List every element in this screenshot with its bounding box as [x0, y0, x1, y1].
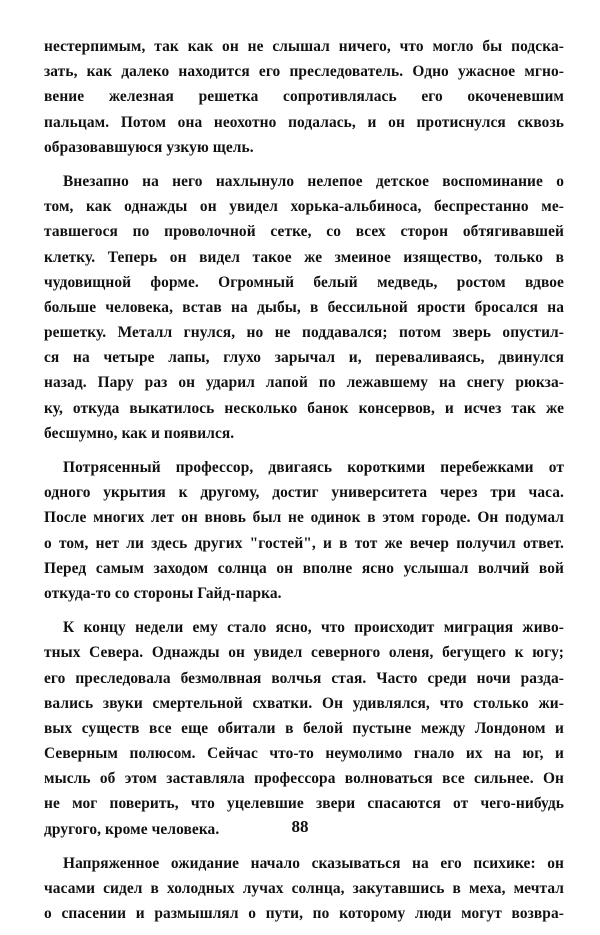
text-line: о спасении и размышлял о пути, по которому люди могут возвра-	[44, 905, 564, 923]
text-line: откуда-то со стороны Гайд-парка.	[44, 584, 282, 602]
text-line: о том, нет ли здесь других "гостей", и в тот же вечер получил ответ.	[44, 534, 564, 552]
text-line: том, как однажды он увидел хорька-альбиноса, беспрестанно ме-	[44, 198, 564, 216]
text-line: его преследовала безмолвная волчья стая. Часто среди ночи разда-	[44, 669, 564, 687]
text-line: Потрясенный профессор, двигаясь короткими перебежками от	[63, 459, 564, 476]
text-line: назад. Пару раз он ударил лапой по лежавшему на снегу рюкза-	[44, 374, 564, 392]
paragraph	[44, 34, 564, 160]
text-line: вение железная решетка сопротивлялась его окоченевшим	[44, 88, 564, 106]
text-line: нестерпимым, так как он не слышал ничего, что могло бы подска-	[44, 38, 564, 55]
text-line: зать, как далеко находится его преследователь. Одно ужасное мгно-	[44, 63, 564, 81]
text-line: одного укрытия к другому, достиг университета через три часа.	[44, 484, 564, 502]
text-line: тных Севера. Однажды он увидел северного оленя, бегущего к югу;	[44, 644, 564, 662]
text-line: мысль об этом заставляла профессора волноваться все сильнее. Он	[44, 770, 564, 788]
text-line: После многих лет он вновь был не одинок в этом городе. Он подумал	[44, 509, 564, 527]
text-line: ся на четыре лапы, глухо зарычал и, переваливаясь, двинулся	[44, 349, 564, 367]
text-line: клетку. Теперь он видел такое же змеиное изящество, только в	[44, 248, 564, 266]
text-line: не мог поверить, что уцелевшие звери спасаются от чего-нибудь	[44, 795, 564, 813]
text-line: бесшумно, как и появился.	[44, 424, 235, 442]
text-line: чудовищной форме. Огромный белый медведь, ростом вдвое	[44, 273, 564, 291]
paragraph	[44, 615, 564, 842]
text-line: пальцам. Потом она неохотно подалась, и он протиснулся сквозь	[44, 113, 564, 131]
text-line: ку, откуда выкатилось несколько банок консервов, и исчез так же	[44, 399, 564, 417]
text-line: вых существ все еще обитали в белой пустыне между Лондоном и	[44, 719, 564, 737]
text-line: Перед самым заходом солнца он вполне ясно услышал волчий вой	[44, 559, 564, 577]
text-line: Напряженное ожидание начало сказываться на его психике: он	[63, 854, 564, 872]
text-line: решетку. Металл гнулся, но не поддавался; потом зверь опустил-	[44, 324, 564, 342]
paragraph	[44, 455, 564, 606]
text-line: часами сидел в холодных лучах солнца, закутавшись в меха, мечтал	[44, 880, 564, 897]
text-line: тавшегося по проволочной сетке, со всех сторон обтягивавшей	[44, 223, 564, 241]
text-line: вались звуки смертельной схватки. Он удивлялся, что столько жи-	[44, 694, 564, 712]
text-line: Внезапно на него нахлынуло нелепое детское воспоминание о	[63, 172, 564, 190]
page-number: 88	[291, 817, 309, 836]
book-page-text	[44, 34, 564, 935]
paragraph	[44, 169, 564, 446]
text-line: К концу недели ему стало ясно, что происходит миграция живо-	[63, 619, 564, 637]
text-line: другого, кроме человека.	[44, 820, 220, 838]
text-line: больше человека, встав на дыбы, в бессильной ярости бросался на	[44, 298, 564, 316]
paragraph	[44, 851, 564, 927]
text-line: образовавшуюся узкую щель.	[44, 138, 254, 156]
text-line: Северным полюсом. Сейчас что-то неумолимо гнало их на юг, и	[44, 745, 564, 763]
